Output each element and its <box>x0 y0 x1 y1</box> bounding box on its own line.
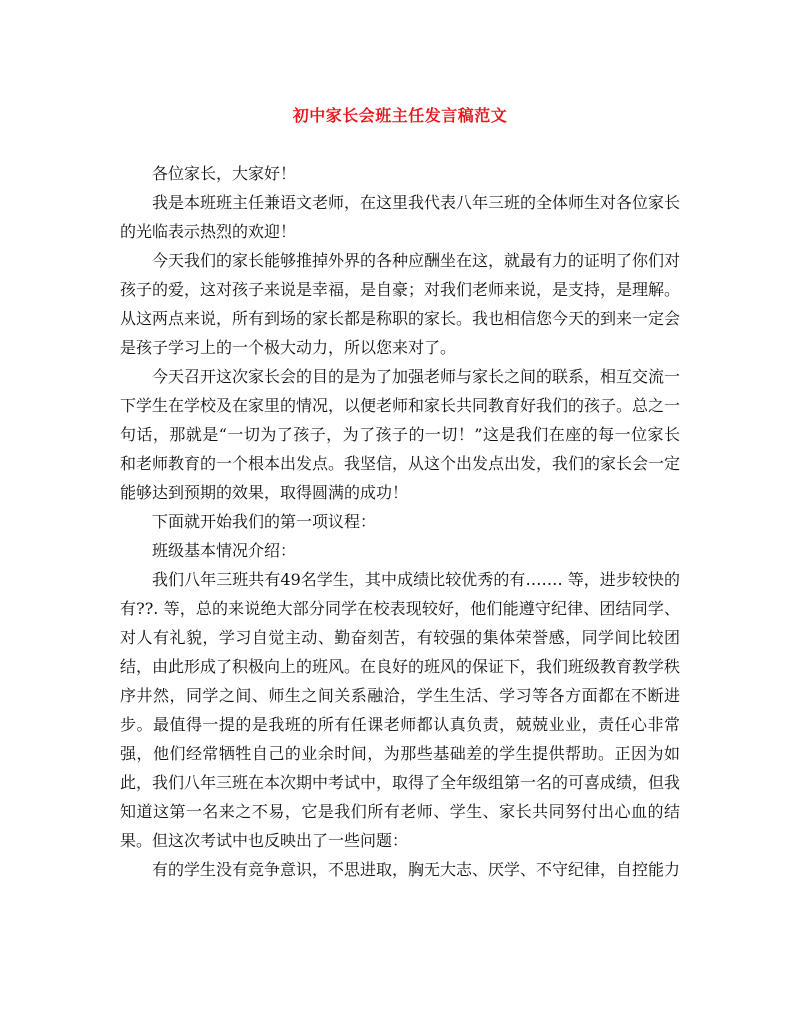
paragraph-greeting: 各位家长，大家好！ <box>152 164 297 183</box>
paragraph-agenda: 下面就开始我们的第一项议程： <box>152 512 377 531</box>
paragraph-introduction: 我是本班班主任兼语文老师，在这里我代表八年三班的全体师生对各位家长的光临表示热烈的欢迎！ <box>120 193 681 241</box>
paragraph-class-overview-heading: 班级基本情况介绍： <box>152 541 297 560</box>
paragraph-thanks: 今天我们的家长能够推掉外界的各种应酬坐在这，就最有力的证明了你们对孩子的爱，这对孩子来说是幸福，是自豪；对我们老师来说，是支持，是理解。从这两点来说，所有到场的家长都是称职的家长。我也相信您今天的到来一定会是孩子学习上的一个极大动力，所以您来对了。 <box>120 251 681 357</box>
paragraph-class-overview: 我们八年三班共有49名学生，其中成绩比较优秀的有……. 等，进步较快的有??. 等，总的来说绝大部分同学在校表现较好，他们能遵守纪律、团结同学、对人有礼貌，学习自觉主动、勤奋刻苦，有较强的集体荣誉感，同学间比较团结，由此形成了积极向上的班风。在良好的班风的保证下，我们班级教育教学秩序井然，同学之间、师生之间关系融洽，学生生活、学习等各方面都在不断进步。最值得一提的是我班的所有任课老师都认真负责，兢兢业业，责任心非常强，他们经常牺牲自己的业余时间，为那些基础差的学生提供帮助。正因为如此，我们八年三班在本次期中考试中，取得了全年级组第一名的可喜成绩，但我知道这第一名来之不易，它是我们所有老师、学生、家长共同努付出心血的结果。但这次考试中也反映出了一些问题： <box>120 570 681 850</box>
paragraph-problems: 有的学生没有竞争意识，不思进取，胸无大志、厌学、不守纪律，自控能力 <box>152 860 681 879</box>
paragraph-purpose: 今天召开这次家长会的目的是为了加强老师与家长之间的联系，相互交流一下学生在学校及在家里的情况，以便老师和家长共同教育好我们的孩子。总之一句话，那就是“一切为了孩子，为了孩子的一切！”这是我们在座的每一位家长和老师教育的一个根本出发点。我坚信，从这个出发点出发，我们的家长会一定能够达到预期的效果，取得圆满的成功！ <box>120 367 681 502</box>
document-title: 初中家长会班主任发言稿范文 <box>292 106 508 125</box>
document-body <box>120 159 680 884</box>
